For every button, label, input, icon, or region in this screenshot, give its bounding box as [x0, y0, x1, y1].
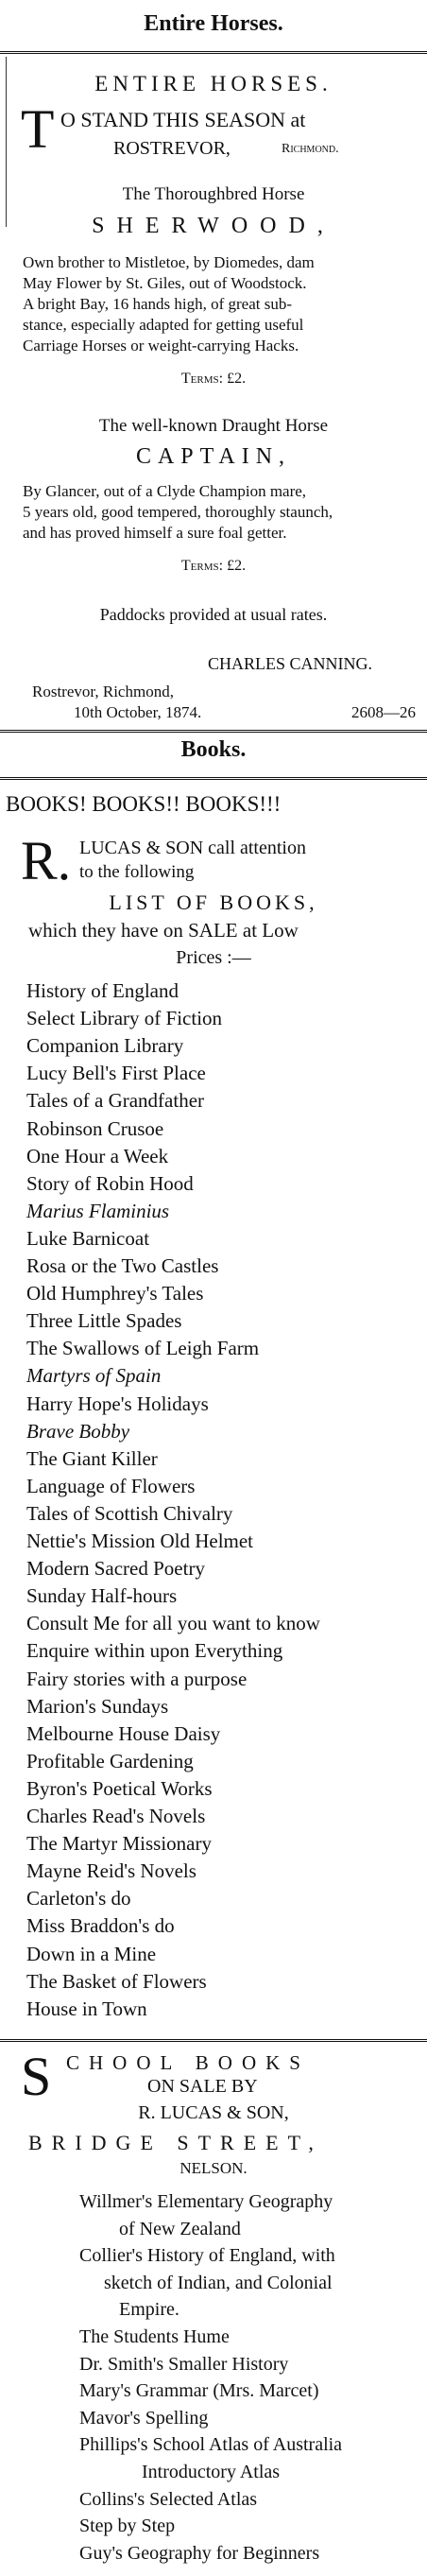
- school-on-sale: ON SALE BY: [147, 2076, 258, 2097]
- book-list-item: Enquire within upon Everything: [26, 1639, 283, 1662]
- book-list-item: History of England: [26, 979, 179, 1002]
- book-list-item: Luke Barnicoat: [26, 1227, 150, 1250]
- captain-desc-3: and has proved himself a sure foal getter.: [23, 524, 287, 542]
- section-heading-horses: Entire Horses.: [144, 11, 283, 36]
- school-book-item: The Students Hume: [79, 2326, 230, 2347]
- draught-intro: The well-known Draught Horse: [98, 416, 329, 436]
- intro-line-1: LUCAS & SON call attention: [79, 838, 306, 858]
- book-list-item: The Swallows of Leigh Farm: [26, 1337, 260, 1359]
- book-list-item: Byron's Poetical Works: [26, 1777, 213, 1800]
- terms-sherwood: Terms: £2.: [180, 371, 247, 387]
- book-list-item: Lucy Bell's First Place: [26, 1062, 206, 1084]
- school-book-item: Dr. Smith's Smaller History: [79, 2354, 289, 2375]
- book-list-item: Marion's Sundays: [26, 1695, 169, 1718]
- ad-reference: 2608—26: [351, 703, 416, 721]
- horse-name-sherwood: SHERWOOD,: [92, 214, 335, 238]
- terms-captain: Terms: £2.: [180, 558, 247, 574]
- book-list-item: The Martyr Missionary: [26, 1832, 212, 1855]
- book-list-item: Companion Library: [26, 1034, 184, 1057]
- school-book-item: Mavor's Spelling: [79, 2408, 209, 2429]
- book-list-item: Sunday Half-hours: [26, 1584, 178, 1607]
- heading-rule-books: [0, 777, 427, 780]
- intro-line-2: to the following: [79, 862, 195, 882]
- book-list-item: Melbourne House Daisy: [26, 1722, 221, 1745]
- book-list-item: Harry Hope's Holidays: [26, 1392, 209, 1415]
- list-title: LIST OF BOOKS,: [109, 890, 318, 914]
- book-list-item: Tales of a Grandfather: [26, 1089, 205, 1112]
- captain-desc-2: 5 years old, good tempered, thoroughly staunch,: [23, 503, 333, 521]
- book-list-item: Three Little Spades: [26, 1309, 182, 1332]
- book-list-item: House in Town: [26, 1997, 147, 2020]
- sherwood-desc-2: May Flower by St. Giles, out of Woodstock.: [23, 274, 307, 292]
- sherwood-desc-1: Own brother to Mistletoe, by Diomedes, dam: [23, 253, 315, 271]
- books-banner: BOOKS! BOOKS!! BOOKS!!!: [6, 792, 282, 816]
- location-district: Richmond.: [282, 142, 339, 156]
- book-list-item: Carleton's do: [26, 1887, 131, 1910]
- book-list-item: Language of Flowers: [26, 1475, 196, 1497]
- school-book-item: Collier's History of England, with: [79, 2245, 335, 2266]
- book-list-item: Old Humphrey's Tales: [26, 1282, 204, 1305]
- sherwood-desc-3: A bright Bay, 16 hands high, of great sub-: [23, 295, 293, 313]
- school-book-item: Collins's Selected Atlas: [79, 2489, 258, 2510]
- school-seller: R. LUCAS & SON,: [138, 2102, 289, 2123]
- school-book-item: Step by Step: [79, 2515, 176, 2536]
- signature: CHARLES CANNING.: [208, 654, 373, 673]
- section-rule-school: [0, 2039, 427, 2042]
- horse-name-captain: CAPTAIN,: [135, 444, 292, 469]
- prices-line: Prices :—: [176, 947, 251, 968]
- school-book-item: Introductory Atlas: [142, 2462, 281, 2482]
- school-street: BRIDGE STREET,: [28, 2131, 323, 2154]
- book-list-item: Robinson Crusoe: [26, 1117, 164, 1140]
- school-town: NELSON.: [179, 2159, 248, 2177]
- drop-cap-r: R.: [21, 830, 72, 891]
- drop-cap-s: S: [21, 2046, 52, 2107]
- location: ROSTREVOR,: [113, 138, 231, 159]
- school-book-item: Phillips's School Atlas of Australia: [79, 2434, 343, 2455]
- school-title: CHOOL BOOKS: [66, 2051, 310, 2074]
- drop-cap-t: T: [21, 98, 55, 160]
- book-list-item: The Basket of Flowers: [26, 1970, 207, 1993]
- heading-rule: [0, 51, 427, 54]
- book-list-item: Story of Robin Hood: [26, 1172, 194, 1195]
- book-list-item: Modern Sacred Poetry: [26, 1557, 205, 1580]
- school-book-item: of New Zealand: [119, 2219, 241, 2239]
- section-heading-books: Books.: [180, 737, 247, 762]
- book-list-item: Tales of Scottish Chivalry: [26, 1502, 233, 1525]
- book-list-item: Brave Bobby: [26, 1420, 130, 1443]
- book-list-item: Down in a Mine: [26, 1943, 157, 1965]
- book-list-item: Fairy stories with a purpose: [26, 1668, 248, 1690]
- school-book-item: sketch of Indian, and Colonial: [104, 2273, 333, 2293]
- stand-season-line: O STAND THIS SEASON at: [60, 108, 306, 131]
- address-line-1: Rostrevor, Richmond,: [32, 683, 174, 700]
- book-list-item: Mayne Reid's Novels: [26, 1859, 196, 1882]
- school-book-item: Guy's Geography for Beginners: [79, 2543, 320, 2564]
- school-book-item: Empire.: [119, 2299, 179, 2320]
- section-rule-books: [0, 730, 427, 733]
- book-list-item: Martyrs of Spain: [26, 1364, 162, 1387]
- ad-title-horses: ENTIRE HORSES.: [94, 72, 333, 95]
- book-list-item: Profitable Gardening: [26, 1750, 194, 1772]
- school-book-item: Mary's Grammar (Mrs. Marcet): [79, 2380, 319, 2401]
- address-line-2: 10th October, 1874.: [74, 703, 202, 721]
- paddocks-line: Paddocks provided at usual rates.: [99, 605, 328, 624]
- sale-line: which they have on SALE at Low: [28, 919, 299, 942]
- book-list-item: The Giant Killer: [26, 1447, 158, 1470]
- book-list-item: Consult Me for all you want to know: [26, 1612, 320, 1634]
- book-list-item: Nettie's Mission Old Helmet: [26, 1530, 254, 1552]
- sherwood-desc-5: Carriage Horses or weight-carrying Hacks.: [23, 337, 299, 354]
- book-list-item: Rosa or the Two Castles: [26, 1254, 219, 1277]
- book-list-item: One Hour a Week: [26, 1145, 169, 1167]
- thoroughbred-line: The Thoroughbred Horse: [122, 184, 305, 204]
- book-list-item: Marius Flaminius: [26, 1200, 170, 1222]
- captain-desc-1: By Glancer, out of a Clyde Champion mare,: [23, 482, 307, 500]
- sherwood-desc-4: stance, especially adapted for getting useful: [23, 316, 304, 334]
- book-list-item: Miss Braddon's do: [26, 1914, 175, 1937]
- school-book-item: Willmer's Elementary Geography: [79, 2191, 333, 2212]
- book-list-item: Select Library of Fiction: [26, 1007, 223, 1029]
- book-list-item: Charles Read's Novels: [26, 1805, 206, 1827]
